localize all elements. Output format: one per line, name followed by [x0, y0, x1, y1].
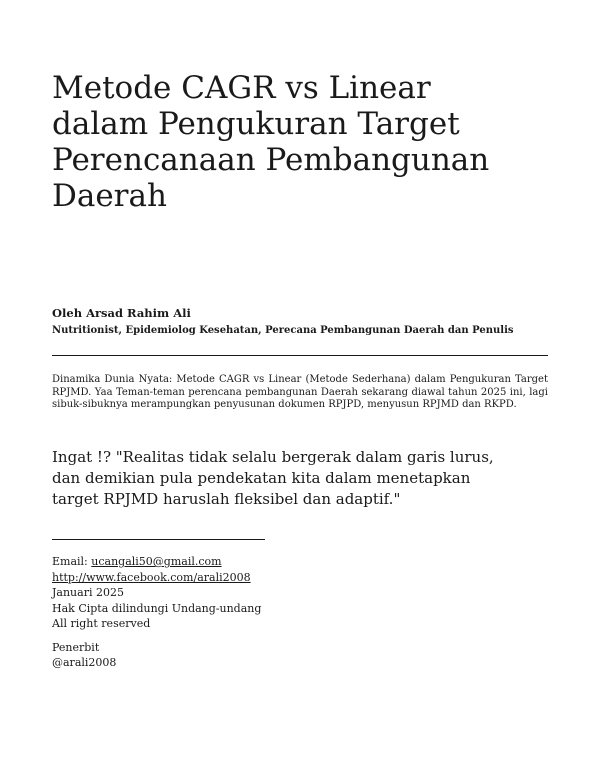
contact-footer — [52, 554, 452, 671]
document-title — [52, 70, 552, 214]
header-divider — [52, 355, 548, 356]
footer-spacer — [52, 632, 452, 640]
title-line-3: Perencanaan Pembangunan — [52, 142, 490, 178]
copyright-text: Hak Cipta dilindungi Undang-undang — [52, 601, 262, 615]
publisher-label: Penerbit — [52, 640, 100, 654]
facebook-line — [52, 570, 452, 586]
email-label: Email: — [52, 555, 92, 568]
title-line-1: Metode CAGR vs Linear — [52, 70, 431, 106]
quote-line-1: Ingat !? "Realitas tidak selalu bergerak dalam garis lurus, — [52, 448, 494, 466]
author-role: Nutritionist, Epidemiolog Kesehatan, Perecana Pembangunan Daerah dan Penulis — [52, 325, 514, 336]
quote-line-3: target RPJMD haruslah fleksibel dan adaptif." — [52, 490, 401, 508]
title-line-2: dalam Pengukuran Target — [52, 106, 460, 142]
publisher-handle: @arali2008 — [52, 656, 117, 669]
abstract-paragraph: Dinamika Dunia Nyata: Metode CAGR vs Linear (Metode Sederhana) dalam Pengukuran Target RPJMD. Yaa Teman-teman perencana pembangunan Daerah sekarang diawal tahun 2025 ini, lagi sibuk-sibuknya merampungkan penyusunan dokumen RPJPD, menyusun RPJMD dan RKPD. — [52, 374, 548, 410]
quote-line-2: dan demikian pula pendekatan kita dalam menetapkan — [52, 469, 471, 487]
footnote-divider — [52, 539, 265, 540]
date-text: Januari 2025 — [52, 586, 124, 599]
title-line-4: Daerah — [52, 178, 167, 214]
author-block — [52, 306, 552, 338]
author-name: Oleh Arsad Rahim Ali — [52, 306, 191, 320]
rights-text: All right reserved — [52, 617, 151, 630]
email-link[interactable]: ucangali50@gmail.com — [91, 555, 222, 568]
facebook-link[interactable]: http://www.facebook.com/arali2008 — [52, 570, 251, 584]
email-line — [52, 554, 452, 570]
quote-block — [52, 447, 548, 510]
